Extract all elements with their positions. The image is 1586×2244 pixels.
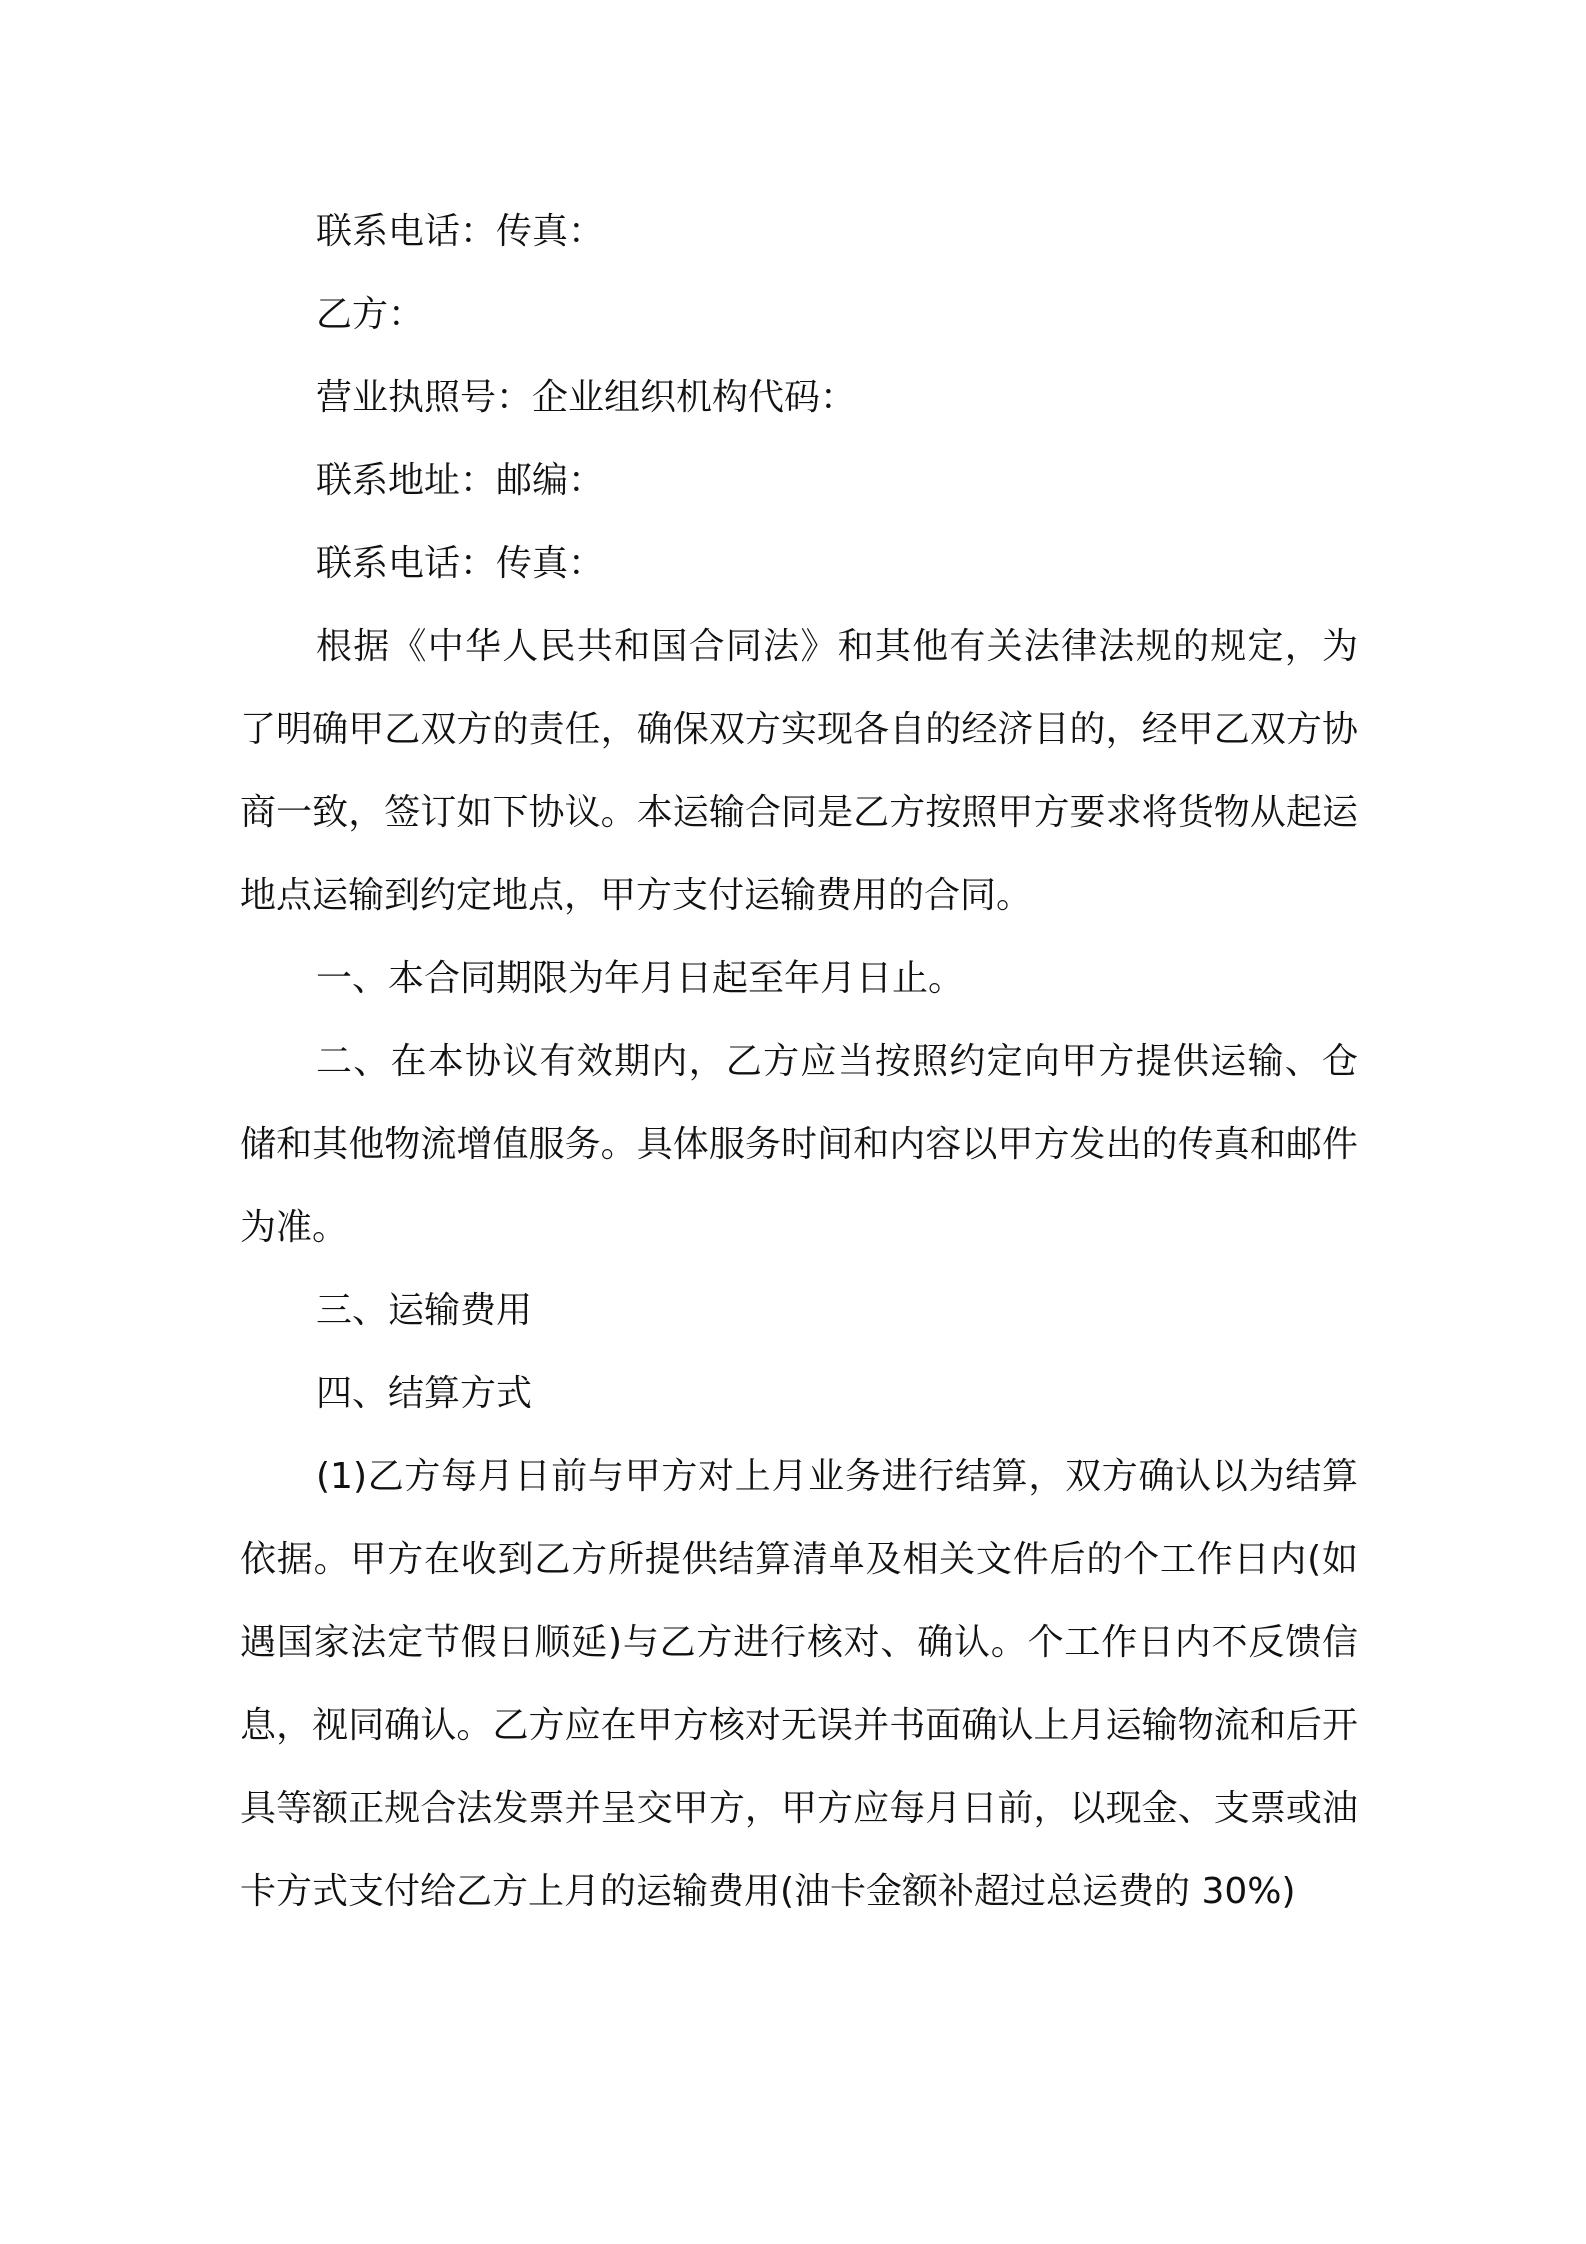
document-body <box>240 190 1358 1933</box>
party-b-license-code: 营业执照号：企业组织机构代码： <box>316 377 857 418</box>
clause-3-heading: 三、运输费用 <box>316 1290 533 1331</box>
preamble-paragraph: 根据《中华人民共和国合同法》和其他有关法律法规的规定，为了明确甲乙双方的责任，确保双方实现各自的经济目的，经甲乙双方协商一致，签订如下协议。本运输合同是乙方按照甲方要求将货物从起运地点运输到约定地点，甲方支付运输费用的合同。 <box>240 626 1358 916</box>
party-a-phone-fax: 联系电话：传真： <box>316 211 605 252</box>
clause-4-item-1: (1)乙方每月日前与甲方对上月业务进行结算，双方确认以为结算依据。甲方在收到乙方所提供结算清单及相关文件后的个工作日内(如遇国家法定节假日顺延)与乙方进行核对、确认。个工作日内不反馈信息，视同确认。乙方应在甲方核对无误并书面确认上月运输物流和后开具等额正规合法发票并呈交甲方，甲方应每月日前，以现金、支票或油卡方式支付给乙方上月的运输费用(油卡金额补超过总运费的 30%) <box>240 1456 1358 1912</box>
clause-2-services: 二、在本协议有效期内，乙方应当按照约定向甲方提供运输、仓储和其他物流增值服务。具体服务时间和内容以甲方发出的传真和邮件为准。 <box>240 1041 1358 1248</box>
party-b-label: 乙方： <box>316 294 425 335</box>
party-b-address-zip: 联系地址：邮编： <box>316 460 605 501</box>
party-b-phone-fax: 联系电话：传真： <box>316 543 605 584</box>
clause-1-term: 一、本合同期限为年月日起至年月日止。 <box>316 958 965 999</box>
clause-4-heading: 四、结算方式 <box>316 1373 533 1414</box>
